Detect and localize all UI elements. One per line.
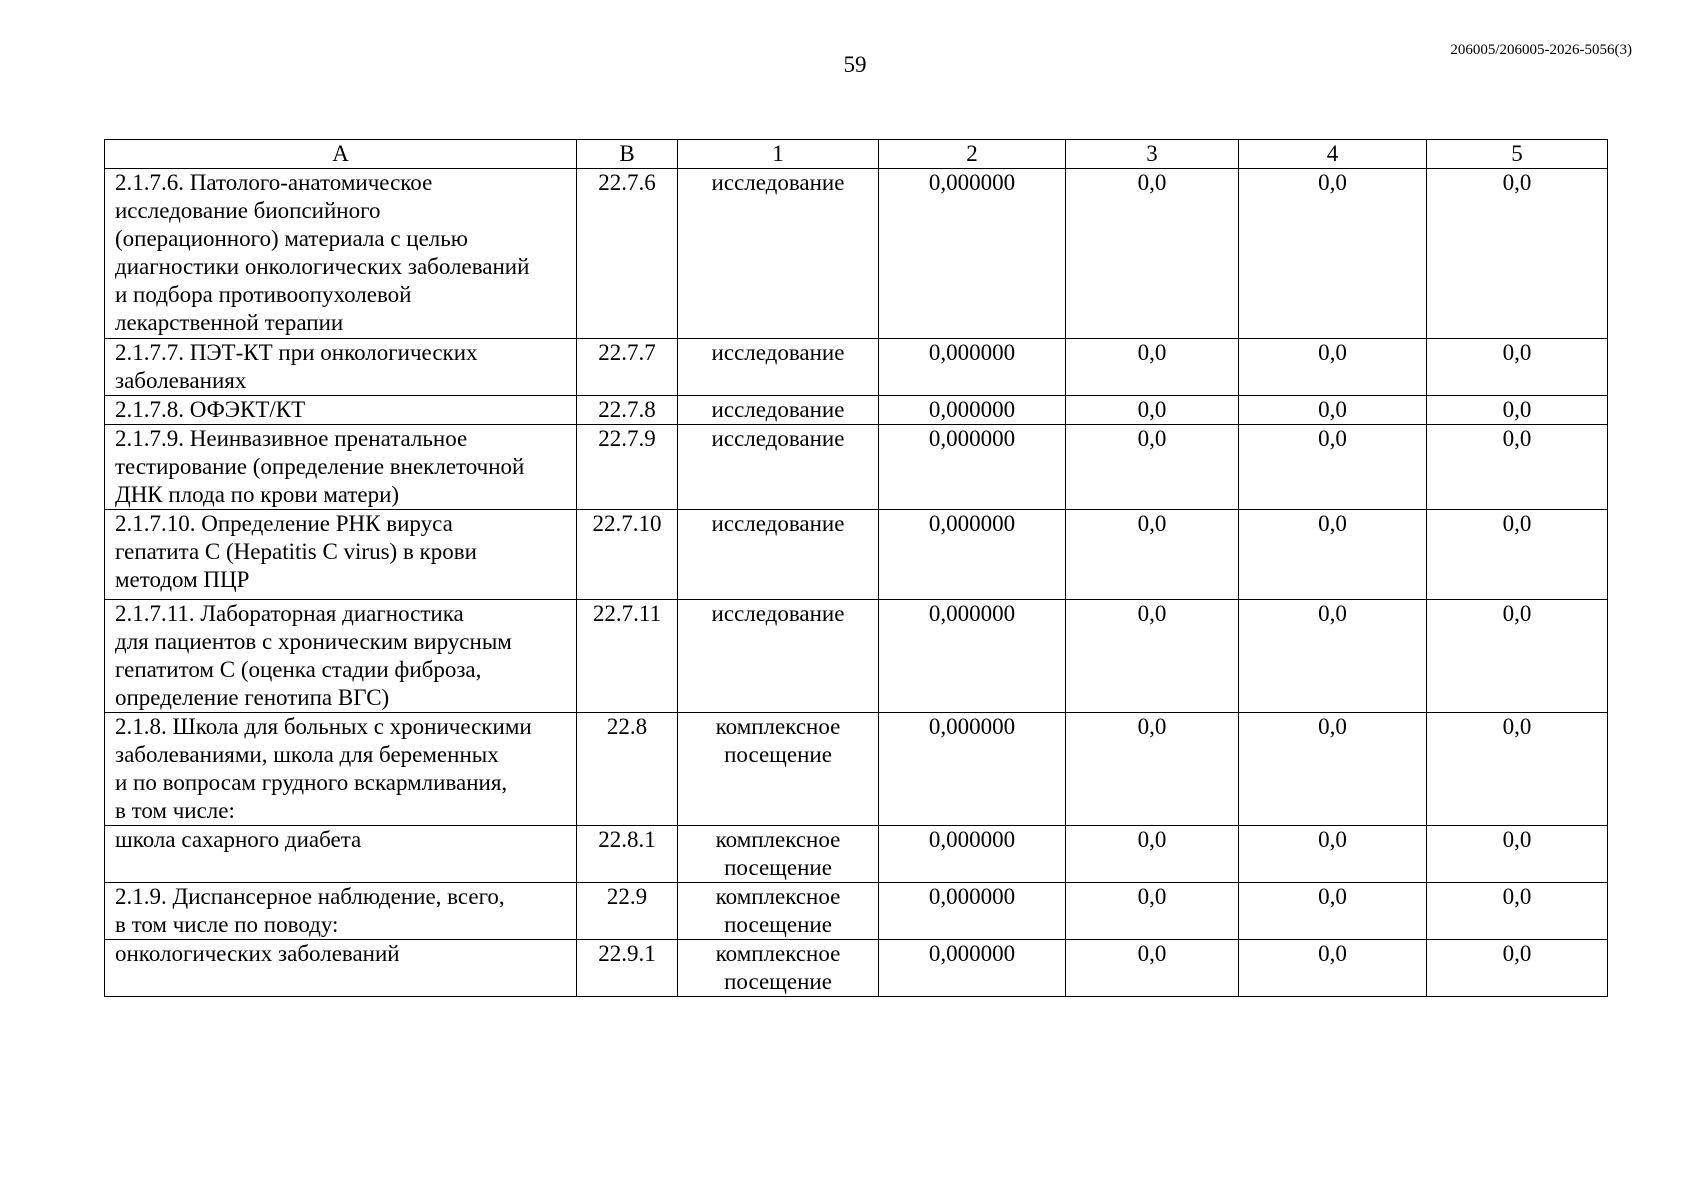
row-value-v2-cell: 0,000000 bbox=[879, 713, 1066, 826]
row-unit-cell bbox=[678, 826, 879, 883]
row-value-v3-cell: 0,0 bbox=[1066, 510, 1239, 600]
row-value-v4-cell: 0,0 bbox=[1239, 826, 1427, 883]
row-name-line: гепатитом С (оценка стадии фиброза, bbox=[115, 657, 482, 682]
row-value-v5-cell: 0,0 bbox=[1427, 169, 1608, 339]
row-code-cell: 22.7.9 bbox=[577, 425, 678, 510]
row-name-cell bbox=[105, 713, 577, 826]
column-header-3: 3 bbox=[1066, 140, 1239, 169]
row-unit-cell bbox=[678, 339, 879, 396]
row-name-line: методом ПЦР bbox=[115, 567, 250, 592]
row-code-cell: 22.7.10 bbox=[577, 510, 678, 600]
row-name-line: исследование биопсийного bbox=[115, 198, 381, 223]
row-unit-line: исследование bbox=[711, 601, 845, 626]
table-row bbox=[105, 713, 1608, 826]
row-value-v5-cell: 0,0 bbox=[1427, 940, 1608, 997]
row-value-v2-cell: 0,000000 bbox=[879, 940, 1066, 997]
table-body bbox=[105, 169, 1608, 997]
row-name-line: тестирование (определение внеклеточной bbox=[115, 454, 525, 479]
table-header-row bbox=[105, 140, 1608, 169]
table-row bbox=[105, 510, 1608, 600]
row-unit-cell bbox=[678, 883, 879, 940]
row-value-v3-cell: 0,0 bbox=[1066, 600, 1239, 713]
row-name-line: онкологических заболеваний bbox=[115, 941, 400, 966]
data-table bbox=[104, 139, 1608, 997]
row-value-v3-cell: 0,0 bbox=[1066, 169, 1239, 339]
table-row bbox=[105, 425, 1608, 510]
row-value-v3-cell: 0,0 bbox=[1066, 425, 1239, 510]
row-name-line: лекарственной терапии bbox=[115, 310, 344, 335]
row-value-v3-cell: 0,0 bbox=[1066, 826, 1239, 883]
row-value-v4-cell: 0,0 bbox=[1239, 940, 1427, 997]
row-value-v5-cell: 0,0 bbox=[1427, 713, 1608, 826]
table-row bbox=[105, 169, 1608, 339]
row-unit-line: комплексное bbox=[715, 714, 841, 739]
table-row bbox=[105, 883, 1608, 940]
row-name-line: 2.1.7.9. Неинвазивное пренатальное bbox=[115, 426, 468, 451]
row-value-v2-cell: 0,000000 bbox=[879, 396, 1066, 425]
row-unit-line: комплексное bbox=[715, 941, 841, 966]
table-row bbox=[105, 600, 1608, 713]
row-name-line: 2.1.7.6. Патолого-анатомическое bbox=[115, 170, 433, 195]
row-value-v2-cell: 0,000000 bbox=[879, 169, 1066, 339]
row-value-v5-cell: 0,0 bbox=[1427, 339, 1608, 396]
column-header-b: B bbox=[577, 140, 678, 169]
table-row bbox=[105, 940, 1608, 997]
row-name-line: диагностики онкологических заболеваний bbox=[115, 254, 530, 279]
row-unit-line: посещение bbox=[724, 969, 832, 994]
row-value-v5-cell: 0,0 bbox=[1427, 510, 1608, 600]
row-value-v4-cell: 0,0 bbox=[1239, 169, 1427, 339]
row-code-cell: 22.7.8 bbox=[577, 396, 678, 425]
row-name-cell bbox=[105, 826, 577, 883]
row-name-cell bbox=[105, 339, 577, 396]
row-value-v2-cell: 0,000000 bbox=[879, 883, 1066, 940]
row-unit-line: посещение bbox=[724, 855, 832, 880]
row-value-v4-cell: 0,0 bbox=[1239, 600, 1427, 713]
row-unit-cell bbox=[678, 396, 879, 425]
page-number: 59 bbox=[843, 52, 867, 77]
row-name-cell bbox=[105, 510, 577, 600]
row-code-cell: 22.9.1 bbox=[577, 940, 678, 997]
row-value-v2-cell: 0,000000 bbox=[879, 600, 1066, 713]
row-value-v3-cell: 0,0 bbox=[1066, 940, 1239, 997]
row-name-line: школа сахарного диабета bbox=[115, 827, 362, 852]
row-value-v2-cell: 0,000000 bbox=[879, 826, 1066, 883]
table-row bbox=[105, 826, 1608, 883]
row-unit-line: комплексное bbox=[715, 827, 841, 852]
row-name-line: заболеваниях bbox=[115, 368, 247, 393]
row-code-cell: 22.8.1 bbox=[577, 826, 678, 883]
row-name-cell bbox=[105, 169, 577, 339]
row-value-v4-cell: 0,0 bbox=[1239, 713, 1427, 826]
row-name-line: 2.1.9. Диспансерное наблюдение, всего, bbox=[115, 884, 505, 909]
row-name-line: 2.1.7.10. Определение РНК вируса bbox=[115, 511, 453, 536]
table-row bbox=[105, 339, 1608, 396]
row-unit-cell bbox=[678, 713, 879, 826]
row-unit-line: посещение bbox=[724, 742, 832, 767]
row-unit-line: исследование bbox=[711, 170, 845, 195]
column-header-1: 1 bbox=[678, 140, 879, 169]
row-name-line: (операционного) материала с целью bbox=[115, 226, 468, 251]
row-unit-cell bbox=[678, 940, 879, 997]
row-value-v5-cell: 0,0 bbox=[1427, 600, 1608, 713]
row-unit-line: исследование bbox=[711, 397, 845, 422]
row-code-cell: 22.7.11 bbox=[577, 600, 678, 713]
column-header-4: 4 bbox=[1239, 140, 1427, 169]
row-unit-cell bbox=[678, 425, 879, 510]
row-name-line: 2.1.8. Школа для больных с хроническими bbox=[115, 714, 532, 739]
row-name-line: 2.1.7.7. ПЭТ-КТ при онкологических bbox=[115, 340, 478, 365]
row-code-cell: 22.7.7 bbox=[577, 339, 678, 396]
row-value-v5-cell: 0,0 bbox=[1427, 396, 1608, 425]
document-code: 206005/206005-2026-5056(3) bbox=[1450, 42, 1632, 58]
row-unit-line: исследование bbox=[711, 426, 845, 451]
row-value-v5-cell: 0,0 bbox=[1427, 826, 1608, 883]
row-value-v2-cell: 0,000000 bbox=[879, 425, 1066, 510]
row-name-line: ДНК плода по крови матери) bbox=[115, 482, 400, 507]
column-header-5: 5 bbox=[1427, 140, 1608, 169]
row-value-v4-cell: 0,0 bbox=[1239, 883, 1427, 940]
row-value-v3-cell: 0,0 bbox=[1066, 883, 1239, 940]
row-value-v4-cell: 0,0 bbox=[1239, 510, 1427, 600]
row-name-cell bbox=[105, 396, 577, 425]
table-row bbox=[105, 396, 1608, 425]
row-name-cell bbox=[105, 940, 577, 997]
row-name-cell bbox=[105, 425, 577, 510]
row-name-cell bbox=[105, 600, 577, 713]
row-value-v3-cell: 0,0 bbox=[1066, 339, 1239, 396]
row-code-cell: 22.9 bbox=[577, 883, 678, 940]
row-name-line: 2.1.7.8. ОФЭКТ/КТ bbox=[115, 397, 306, 422]
row-unit-cell bbox=[678, 510, 879, 600]
row-name-line: заболеваниями, школа для беременных bbox=[115, 742, 499, 767]
row-code-cell: 22.8 bbox=[577, 713, 678, 826]
row-name-line: определение генотипа ВГС) bbox=[115, 685, 390, 710]
row-name-line: для пациентов с хроническим вирусным bbox=[115, 629, 512, 654]
row-value-v4-cell: 0,0 bbox=[1239, 425, 1427, 510]
row-unit-cell bbox=[678, 600, 879, 713]
row-name-line: в том числе: bbox=[115, 798, 235, 823]
row-unit-line: исследование bbox=[711, 340, 845, 365]
row-code-cell: 22.7.6 bbox=[577, 169, 678, 339]
row-name-line: в том числе по поводу: bbox=[115, 912, 339, 937]
row-value-v5-cell: 0,0 bbox=[1427, 425, 1608, 510]
row-value-v3-cell: 0,0 bbox=[1066, 396, 1239, 425]
row-value-v4-cell: 0,0 bbox=[1239, 339, 1427, 396]
row-unit-cell bbox=[678, 169, 879, 339]
row-unit-line: посещение bbox=[724, 912, 832, 937]
row-value-v2-cell: 0,000000 bbox=[879, 339, 1066, 396]
row-unit-line: комплексное bbox=[715, 884, 841, 909]
row-unit-line: исследование bbox=[711, 511, 845, 536]
row-name-line: и подбора противоопухолевой bbox=[115, 282, 412, 307]
row-name-line: гепатита С (Hepatitis C virus) в крови bbox=[115, 539, 477, 564]
column-header-a: A bbox=[105, 140, 577, 169]
row-name-cell bbox=[105, 883, 577, 940]
row-name-line: и по вопросам грудного вскармливания, bbox=[115, 770, 508, 795]
row-value-v3-cell: 0,0 bbox=[1066, 713, 1239, 826]
row-value-v5-cell: 0,0 bbox=[1427, 883, 1608, 940]
row-value-v4-cell: 0,0 bbox=[1239, 396, 1427, 425]
row-name-line: 2.1.7.11. Лабораторная диагностика bbox=[115, 601, 464, 626]
column-header-2: 2 bbox=[879, 140, 1066, 169]
row-value-v2-cell: 0,000000 bbox=[879, 510, 1066, 600]
